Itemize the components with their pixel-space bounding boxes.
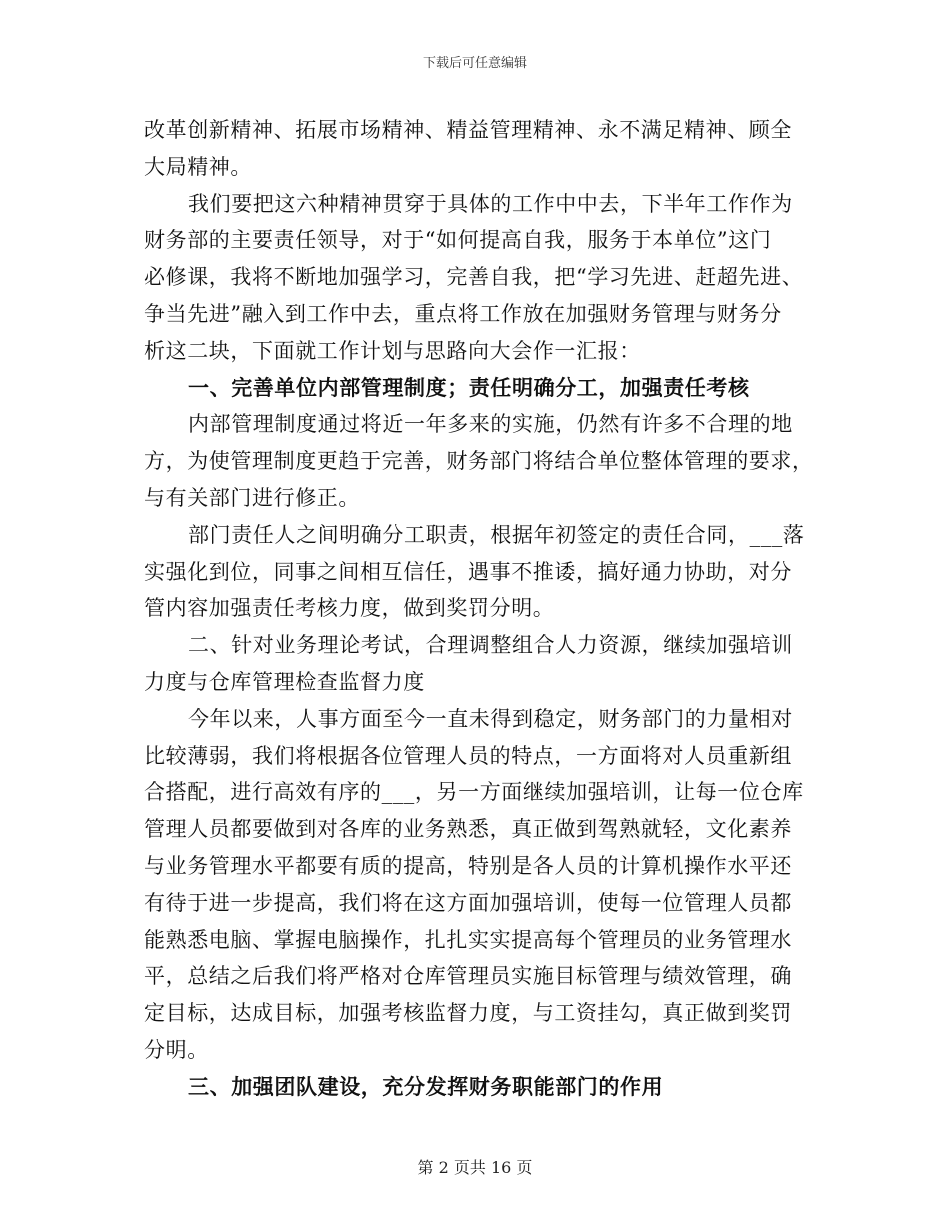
paragraph-line: 争当先进”融入到工作中去，重点将工作放在加强财务管理与财务分 [144, 301, 782, 326]
paragraph-line: 管内容加强责任考核力度，做到奖罚分明。 [144, 596, 555, 621]
paragraph-line: 与有关部门进行修正。 [144, 485, 360, 510]
paragraph-line: 实强化到位，同事之间相互信任，遇事不推诿，搞好通力协助，对分 [144, 559, 792, 584]
paragraph-line: 比较薄弱，我们将根据各位管理人员的特点，一方面将对人员重新组 [144, 743, 792, 768]
page-header: 下载后可任意编辑 [422, 56, 527, 71]
document-body [144, 112, 814, 1106]
paragraph-line: 分明。 [144, 1037, 209, 1062]
paragraph-line: 我们要把这六种精神贯穿于具体的工作中中去，下半年工作作为 [188, 191, 793, 216]
section-heading-line: 一、完善单位内部管理制度；责任明确分工，加强责任考核 [188, 374, 750, 400]
section-heading-line: 三、加强团队建设，充分发挥财务职能部门的作用 [188, 1073, 664, 1099]
paragraph-line: 力度与仓库管理检查监督力度 [144, 669, 425, 694]
paragraph-line: 管理人员都要做到对各库的业务熟悉，真正做到驾熟就轻，文化素养 [144, 817, 792, 842]
paragraph-line: 改革创新精神、拓展市场精神、精益管理精神、永不满足精神、顾全 [144, 118, 792, 142]
paragraph-line: 有待于进一步提高，我们将在这方面加强培训，使每一位管理人员都 [144, 890, 792, 915]
paragraph-line: 二、针对业务理论考试，合理调整组合人力资源，继续加强培训 [188, 633, 793, 658]
paragraph-line: 合搭配，进行高效有序的___，另一方面继续加强培训，让每一位仓库 [144, 780, 804, 805]
paragraph-line: 必修课，我将不断地加强学习，完善自我，把“学习先进、赶超先进、 [144, 265, 804, 290]
paragraph-line: 部门责任人之间明确分工职责，根据年初签定的责任合同，___落 [188, 522, 805, 547]
paragraph-line: 财务部的主要责任领导，对于“如何提高自我，服务于本单位”这门 [144, 228, 772, 253]
paragraph-line: 析这二块，下面就工作计划与思路向大会作一汇报： [144, 338, 641, 363]
paragraph-line: 与业务管理水平都要有质的提高，特别是各人员的计算机操作水平还 [144, 853, 792, 878]
page-footer: 第 2 页共 16 页 [417, 1158, 533, 1177]
paragraph-line: 能熟悉电脑、掌握电脑操作，扎扎实实提高每个管理员的业务管理水 [144, 927, 792, 952]
paragraph-line: 定目标，达成目标，加强考核监督力度，与工资挂勾，真正做到奖罚 [144, 1001, 792, 1026]
paragraph-line: 大局精神。 [144, 154, 252, 179]
paragraph-line: 内部管理制度通过将近一年多来的实施，仍然有许多不合理的地 [188, 412, 793, 437]
paragraph-line: 今年以来，人事方面至今一直未得到稳定，财务部门的力量相对 [188, 706, 793, 731]
paragraph-line: 平，总结之后我们将严格对仓库管理员实施目标管理与绩效管理，确 [144, 964, 792, 989]
paragraph-line: 方，为使管理制度更趋于完善，财务部门将结合单位整体管理的要求， [144, 449, 814, 474]
